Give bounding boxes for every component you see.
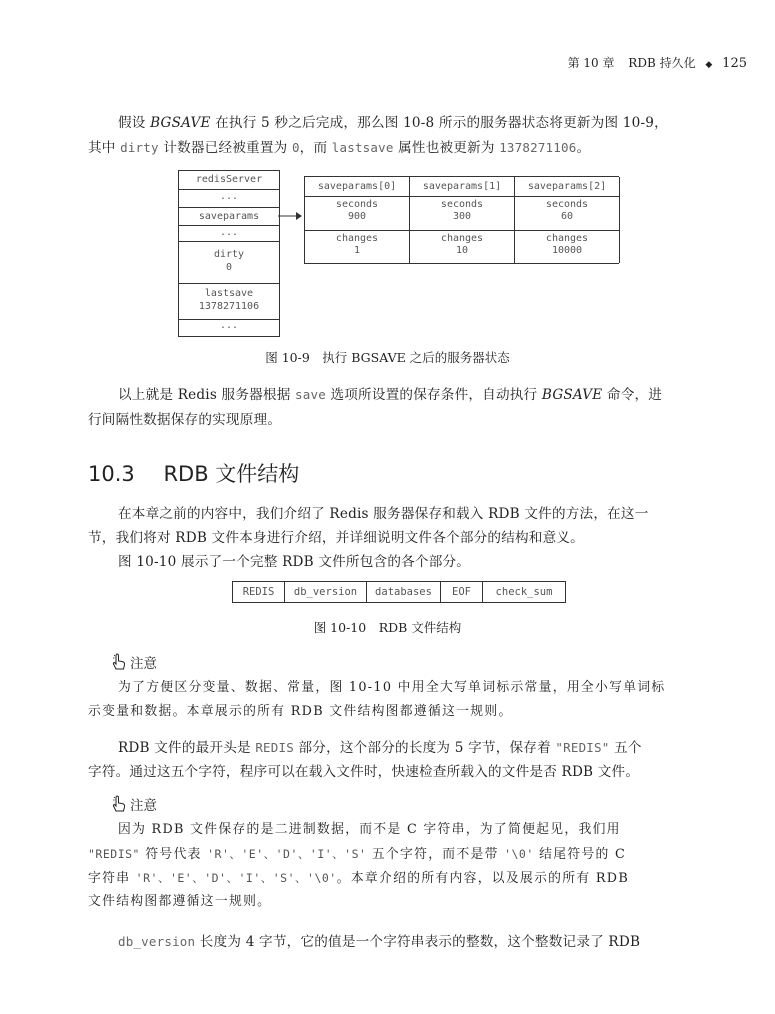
para4-line2: 字符。通过这五个字符，程序可以在载入文件时，快速检查所载入的文件是否 RDB 文件。: [88, 764, 640, 780]
ellipsis-cell: ...: [179, 225, 279, 241]
page-number: 125: [722, 56, 747, 71]
ellipsis-cell: ...: [179, 189, 279, 207]
redis-server-title: redisServer: [195, 174, 263, 185]
rdb-part-databases: databases: [367, 582, 441, 602]
note1-title: 注意: [130, 656, 157, 672]
note1-line1: 为了方便区分变量、数据、常量，图 10-10 中用全大写单词标示常量，用全小写单词标: [118, 680, 666, 695]
rdb-part-db-version: db_version: [285, 582, 367, 602]
para1-line1: 假设 BGSAVE 在执行 5 秒之后完成，那么图 10-8 所示的服务器状态将更新为图 10-9，: [118, 115, 668, 131]
saveparams-1-head: saveparams[1]: [410, 177, 515, 197]
pointing-hand-icon: [112, 653, 126, 671]
saveparams-1-changes: changes 10: [410, 231, 515, 263]
note1-line2: 示变量和数据。本章展示的所有 RDB 文件结构图都遵循这一规则。: [88, 704, 513, 719]
saveparams-field: saveparams: [179, 207, 279, 225]
section-heading: [88, 458, 299, 488]
para2-line2: 行间隔性数据保存的实现原理。: [88, 412, 282, 428]
saveparams-0-head: saveparams[0]: [305, 177, 410, 197]
note2-line4: 文件结构图都遵循这一规则。: [88, 894, 272, 909]
note2-title: 注意: [130, 798, 157, 814]
rdb-part-eof: EOF: [441, 582, 483, 602]
note2-heading: [112, 794, 157, 814]
para5-line1: db_version 长度为 4 字节，它的值是一个字符串表示的整数，这个整数记录了 RDB: [118, 934, 641, 950]
rdb-file-structure: [232, 581, 566, 603]
pointing-hand-icon: [112, 795, 126, 813]
section-number: 10.3: [88, 462, 135, 486]
saveparams-0-changes: changes 1: [305, 231, 410, 263]
note1-heading: [112, 652, 157, 672]
redis-server-struct: [178, 170, 280, 337]
para3-line2: 节，我们将对 RDB 文件本身进行介绍，并详细说明文件各个部分的结构和意义。: [88, 530, 584, 546]
saveparams-2-changes: changes 10000: [515, 231, 620, 263]
lastsave-field: lastsave 1378271106: [179, 283, 279, 319]
figure-10-9-caption: 图 10-9 执行 BGSAVE 之后的服务器状态: [265, 350, 510, 365]
pointer-arrow: [278, 206, 304, 226]
note2-line2: "REDIS" 符号代表 'R'、'E'、'D'、'I'、'S' 五个字符，而不是带 '\0' 结尾符号的 C: [88, 847, 627, 862]
ellipsis-cell: ...: [179, 319, 279, 336]
dirty-field: dirty 0: [179, 241, 279, 283]
rdb-part-redis: REDIS: [233, 582, 285, 602]
para1-line2: 其中 dirty 计数器已经被重置为 0，而 lastsave 属性也被更新为 1378271106。: [88, 140, 591, 156]
chapter-label: 第 10 章: [567, 56, 615, 70]
figure-10-10-caption: 图 10-10 RDB 文件结构: [313, 620, 462, 635]
saveparams-2-head: saveparams[2]: [515, 177, 620, 197]
page-header: [568, 54, 747, 71]
chapter-title: RDB 持久化: [628, 56, 696, 70]
para3-line3: 图 10-10 展示了一个完整 RDB 文件所包含的各个部分。: [118, 554, 471, 570]
saveparams-0-seconds: seconds 900: [305, 197, 410, 231]
saveparams-1-seconds: seconds 300: [410, 197, 515, 231]
section-title: RDB 文件结构: [163, 462, 300, 486]
note2-line3: 字符串 'R'、'E'、'D'、'I'、'S'、'\0'。本章介绍的所有内容，以及展示的所有 RDB: [88, 871, 630, 886]
saveparams-2-seconds: seconds 60: [515, 197, 620, 231]
header-bullet: ◆: [705, 60, 713, 70]
para2-line1: 以上就是 Redis 服务器根据 save 选项所设置的保存条件，自动执行 BGSAVE 命令，进: [118, 387, 663, 403]
para3-line1: 在本章之前的内容中，我们介绍了 Redis 服务器保存和载入 RDB 文件的方法，在这一: [118, 506, 649, 522]
note2-line1: 因为 RDB 文件保存的是二进制数据，而不是 C 字符串，为了简便起见，我们用: [118, 822, 621, 837]
para4-line1: RDB 文件的最开头是 REDIS 部分，这个部分的长度为 5 字节，保存着 "REDIS" 五个: [118, 740, 642, 756]
rdb-part-check-sum: check_sum: [495, 586, 553, 598]
saveparams-array: [304, 176, 619, 264]
